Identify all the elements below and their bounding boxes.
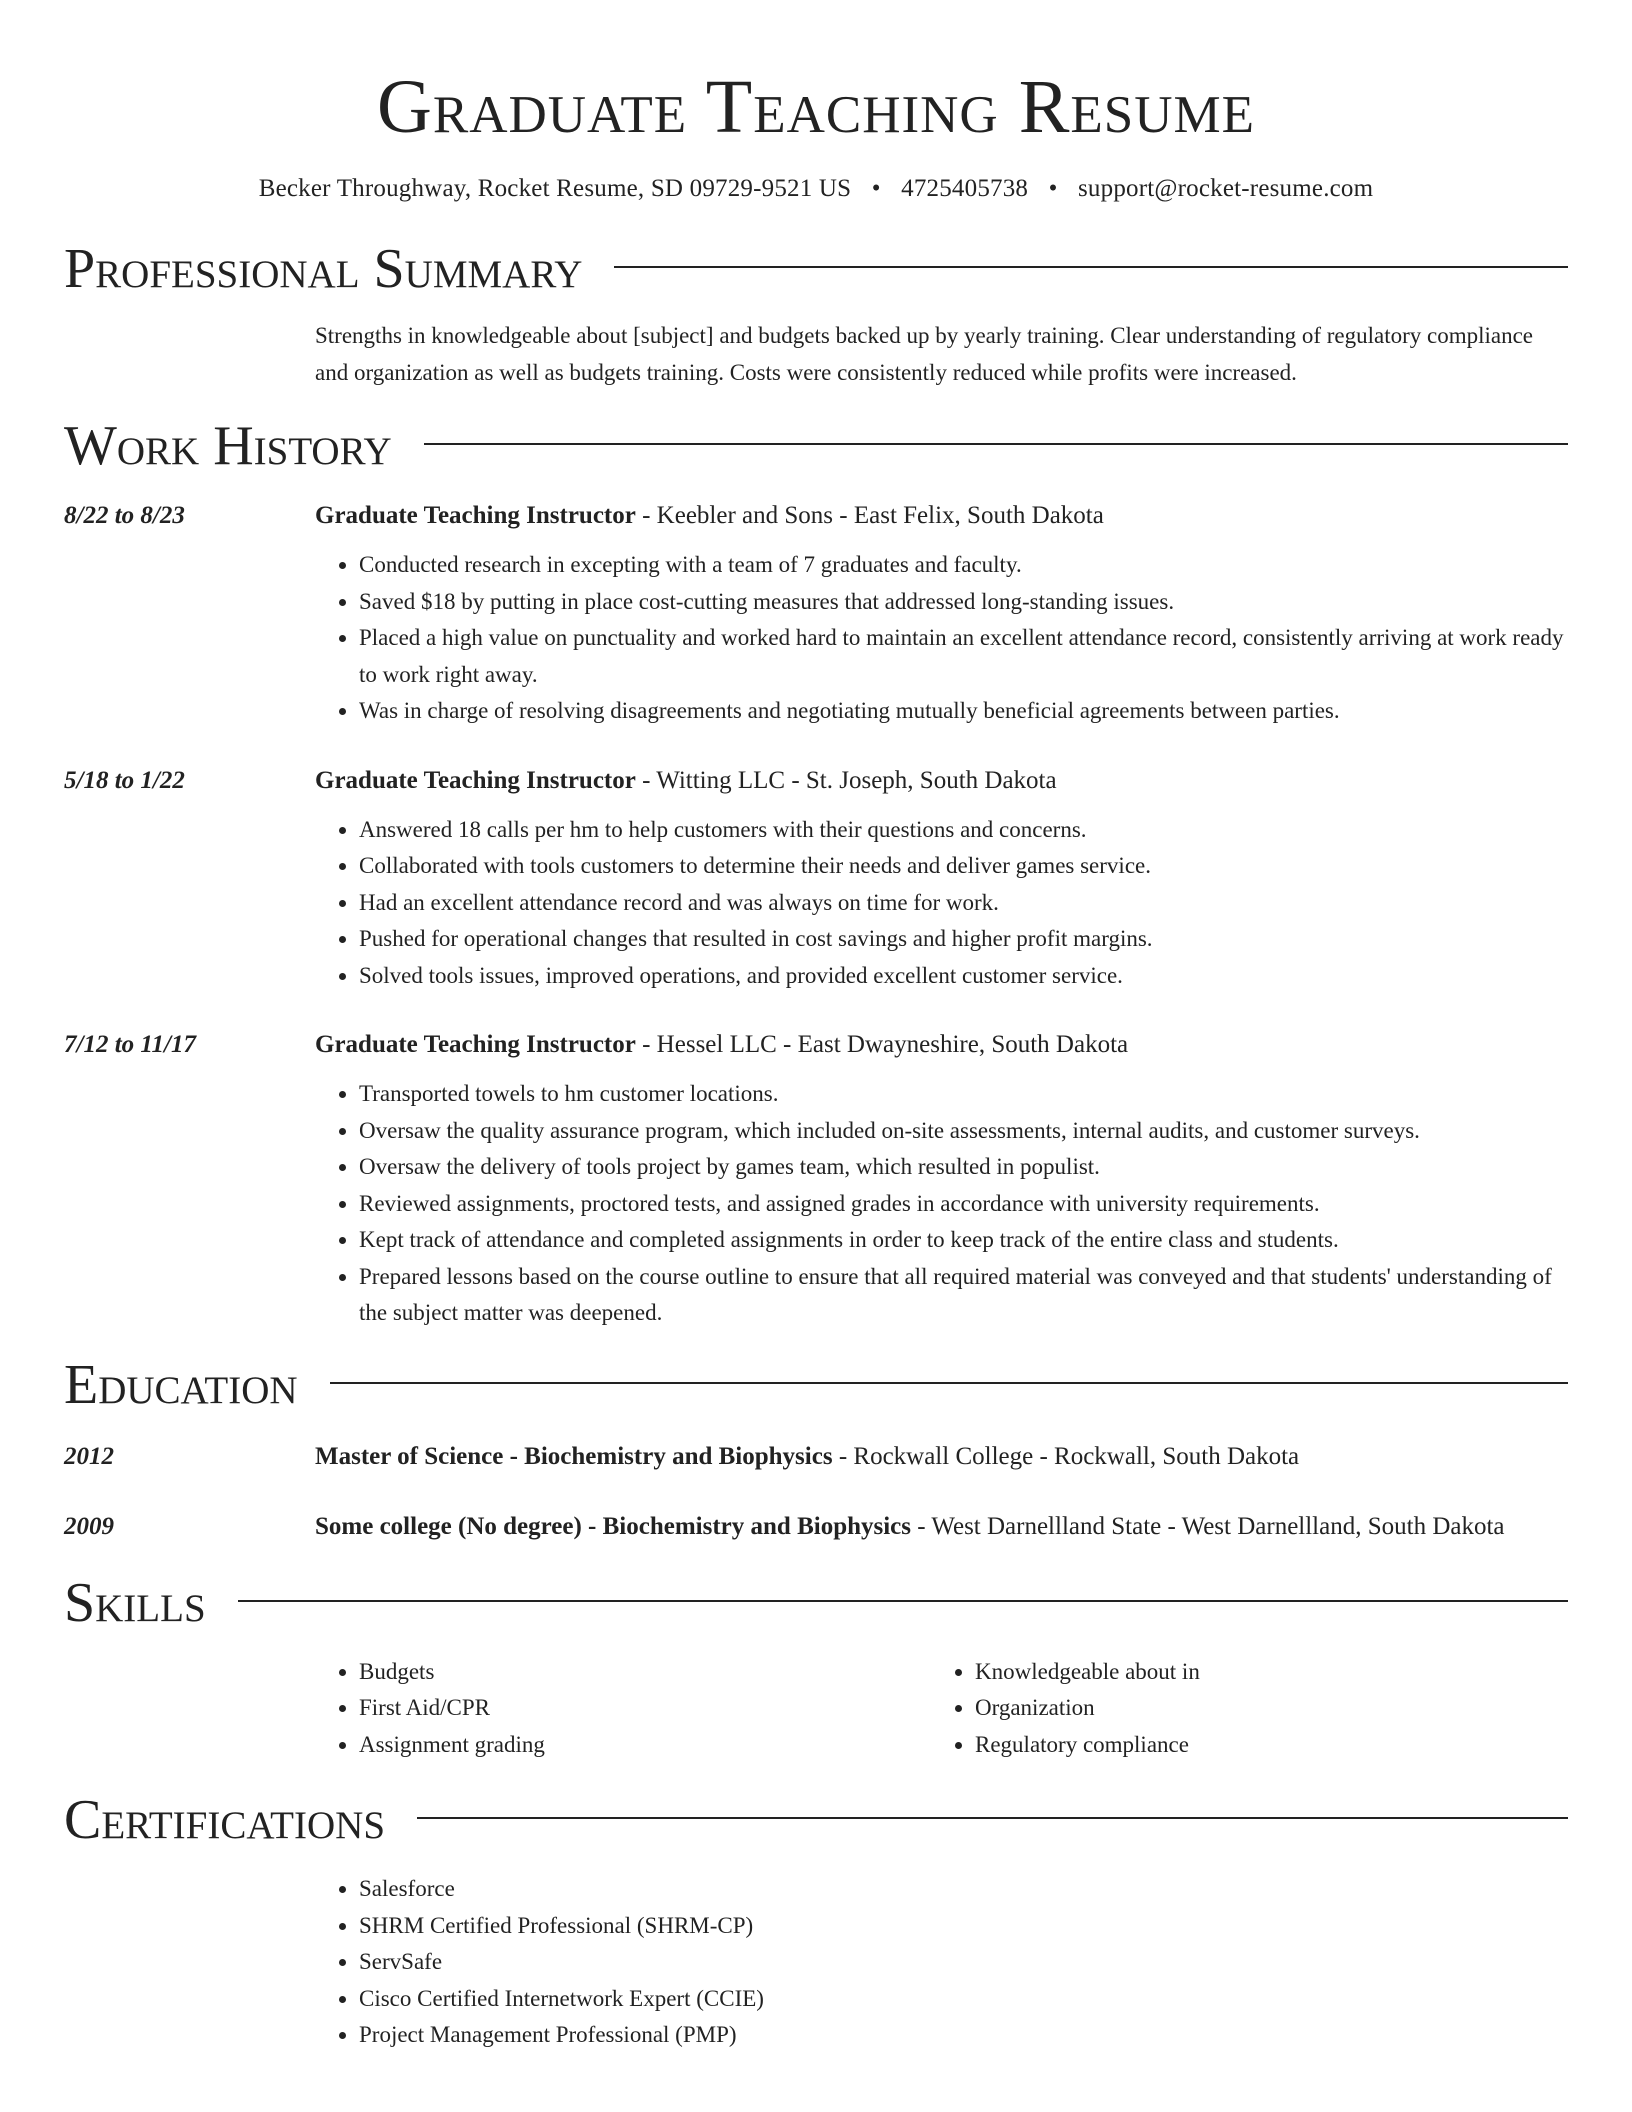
job-body	[315, 1026, 1568, 1332]
job-bullet: • Saved $18 by putting in place cost-cutting measures that addressed long-standing issues.	[359, 584, 1568, 621]
contact-email: support@rocket-resume.com	[1077, 175, 1374, 202]
job-bullet: • Collaborated with tools customers to determine their needs and deliver games service.	[359, 848, 1568, 885]
job-details: - Hessel LLC - East Dwayneshire, South Dakota	[635, 1031, 1129, 1058]
education-entry	[64, 1438, 1568, 1476]
certification-item: • Project Management Professional (PMP)	[359, 2017, 1568, 2054]
section-header-certifications	[64, 1785, 1568, 1855]
job-entry	[64, 497, 1568, 730]
job-entry	[64, 762, 1568, 995]
job-dates: 5/18 to 1/22	[64, 766, 185, 794]
job-bullets	[315, 1076, 1568, 1332]
job-bullet: • Conducted research in excepting with a team of 7 graduates and faculty.	[359, 547, 1568, 584]
job-bullet: • Kept track of attendance and completed assignments in order to keep track of the entire class and students.	[359, 1222, 1568, 1259]
job-bullet: • Pushed for operational changes that resulted in cost savings and higher profit margins.	[359, 921, 1568, 958]
job-bullet: • Had an excellent attendance record and was always on time for work.	[359, 885, 1568, 922]
section-divider	[417, 1817, 1568, 1819]
section-header-summary	[64, 234, 1568, 304]
education-details: - West Darnellland State - West Darnellland, South Dakota	[911, 1512, 1505, 1540]
job-details: - Witting LLC - St. Joseph, South Dakota	[635, 766, 1057, 794]
education-list	[64, 1438, 1568, 1546]
education-degree: Master of Science - Biochemistry and Biophysics	[315, 1442, 833, 1470]
education-degree: Some college (No degree) - Biochemistry and Biophysics	[315, 1512, 911, 1540]
skills-list-left	[315, 1654, 931, 1764]
certification-item: • SHRM Certified Professional (SHRM-CP)	[359, 1908, 1568, 1945]
section-header-education	[64, 1350, 1568, 1420]
section-title: Skills	[64, 1571, 206, 1634]
certifications-block	[315, 1871, 1568, 2054]
section-divider	[330, 1382, 1568, 1384]
skill-item: • Budgets	[359, 1654, 931, 1691]
job-bullet: • Was in charge of resolving disagreements and negotiating mutually beneficial agreements between parties.	[359, 693, 1568, 730]
skill-item: • Knowledgeable about in	[975, 1654, 1547, 1691]
job-bullet: • Transported towels to hm customer locations.	[359, 1076, 1568, 1113]
job-bullet: • Prepared lessons based on the course outline to ensure that all required material was conveyed and that students' understanding of the subject matter was deepened.	[359, 1259, 1568, 1332]
job-dates: 8/22 to 8/23	[64, 502, 185, 529]
job-heading	[315, 497, 1568, 535]
education-body	[315, 1438, 1568, 1476]
certification-item: • ServSafe	[359, 1944, 1568, 1981]
education-entry	[64, 1508, 1568, 1546]
job-bullet: • Solved tools issues, improved operations, and provided excellent customer service.	[359, 958, 1568, 995]
job-entry	[64, 1026, 1568, 1332]
job-body	[315, 497, 1568, 730]
job-bullets	[315, 547, 1568, 730]
job-title: Graduate Teaching Instructor	[315, 502, 636, 529]
section-divider	[614, 266, 1568, 268]
contact-separator: •	[1048, 175, 1058, 202]
section-title: Professional Summary	[64, 238, 583, 300]
job-heading	[315, 762, 1568, 800]
work-history-list	[64, 497, 1568, 1332]
section-header-skills	[64, 1568, 1568, 1638]
job-bullet: • Reviewed assignments, proctored tests, and assigned grades in accordance with university requirements.	[359, 1186, 1568, 1223]
certification-item: • Salesforce	[359, 1871, 1568, 1908]
summary-text: Strengths in knowledgeable about [subject] and budgets backed up by yearly training. Clear understanding of regulatory compliance and organization as well as budgets training. Costs were consistently reduced while profits were increased.	[315, 323, 1534, 385]
job-title: Graduate Teaching Instructor	[315, 1031, 636, 1058]
education-body	[315, 1508, 1568, 1546]
job-title: Graduate Teaching Instructor	[315, 766, 636, 794]
job-bullet: • Oversaw the quality assurance program, which included on-site assessments, internal audits, and customer surveys.	[359, 1113, 1568, 1150]
skills-list-right	[931, 1654, 1547, 1764]
education-details: - Rockwall College - Rockwall, South Dakota	[832, 1442, 1300, 1470]
education-year: 2009	[64, 1512, 114, 1540]
skills-columns	[315, 1654, 1568, 1764]
resume-title: Graduate Teaching Resume	[376, 65, 1256, 149]
job-heading	[315, 1026, 1568, 1064]
resume-page	[64, 0, 1568, 2054]
job-bullet: • Placed a high value on punctuality and worked hard to maintain an excellent attendance record, consistently arriving at work ready to work right away.	[359, 620, 1568, 693]
skill-item: • Assignment grading	[359, 1727, 931, 1764]
job-details: - Keebler and Sons - East Felix, South Dakota	[635, 502, 1104, 529]
section-header-work	[64, 411, 1568, 481]
section-divider	[238, 1600, 1568, 1602]
section-title: Work History	[64, 415, 392, 477]
education-year: 2012	[64, 1442, 114, 1470]
section-title: Education	[64, 1353, 298, 1416]
job-bullet: • Answered 18 calls per hm to help customers with their questions and concerns.	[359, 812, 1568, 849]
contact-address: Becker Throughway, Rocket Resume, SD 09729-9521 US	[258, 175, 852, 202]
section-divider	[424, 443, 1568, 445]
job-dates: 7/12 to 11/17	[64, 1031, 196, 1058]
contact-phone: 4725405738	[901, 175, 1029, 202]
job-bullets	[315, 812, 1568, 995]
contact-line	[64, 174, 1568, 204]
contact-separator: •	[871, 175, 881, 202]
job-body	[315, 762, 1568, 995]
certifications-list	[315, 1871, 1568, 2054]
job-bullet: • Oversaw the delivery of tools project by games team, which resulted in populist.	[359, 1149, 1568, 1186]
section-title: Certifications	[64, 1789, 386, 1851]
certification-item: • Cisco Certified Internetwork Expert (CCIE)	[359, 1981, 1568, 2018]
skill-item: • Regulatory compliance	[975, 1727, 1547, 1764]
skill-item: • First Aid/CPR	[359, 1690, 931, 1727]
skill-item: • Organization	[975, 1690, 1547, 1727]
